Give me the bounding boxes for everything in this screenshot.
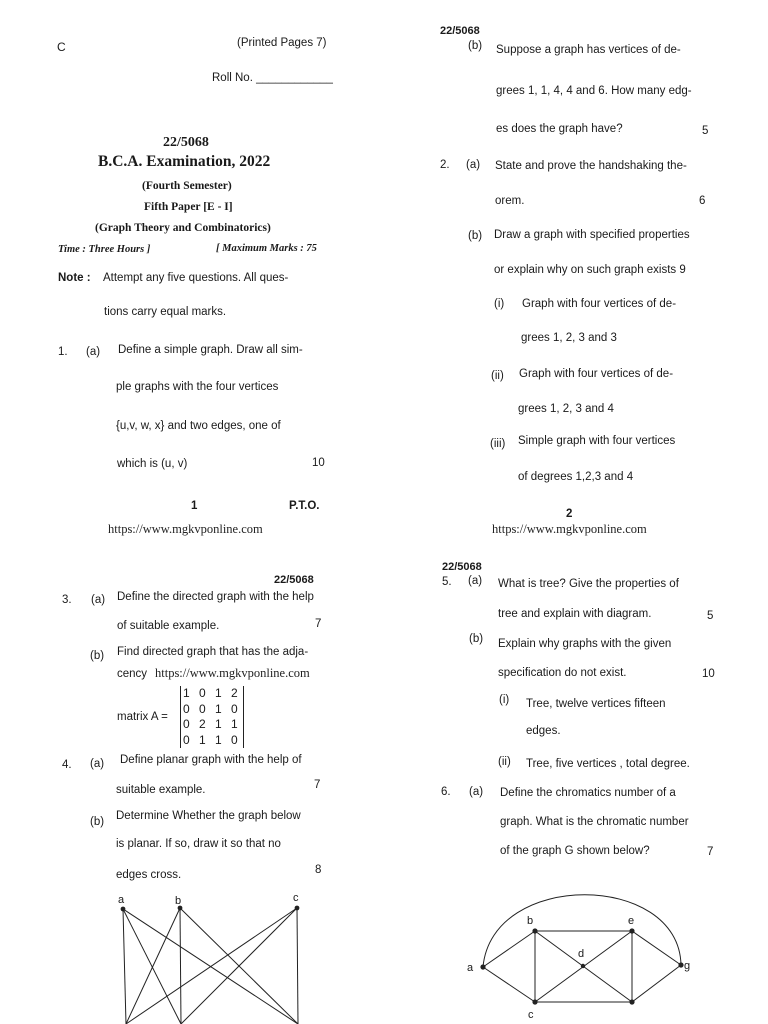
vertex-label: e — [628, 915, 635, 927]
maximum-marks: [ Maximum Marks : 75 — [216, 243, 317, 254]
question-marks: 10 — [702, 668, 715, 680]
vertex-label: a — [118, 894, 125, 906]
series-letter: C — [57, 40, 66, 54]
bipartite-graph-figure — [0, 540, 384, 1024]
question-marks: 7 — [707, 846, 714, 858]
question-text: tree and explain with diagram. — [498, 608, 652, 620]
printed-pages: (Printed Pages 7) — [237, 37, 327, 49]
question-text: cency — [117, 668, 148, 680]
question-text: orem. — [495, 195, 525, 207]
subpart-number: (i) — [494, 298, 505, 310]
subpart-number: (ii) — [498, 756, 511, 768]
question-text: ple graphs with the four vertices — [116, 381, 279, 393]
question-part: (b) — [468, 230, 483, 242]
question-text: Define planar graph with the help of — [120, 754, 302, 766]
website-url: https://www.mgkvponline.com — [108, 522, 263, 536]
question-text: Find directed graph that has the adja- — [117, 646, 309, 658]
note-label: Note : — [58, 272, 91, 284]
question-text: edges. — [526, 725, 561, 737]
question-text: which is (u, v) — [117, 458, 188, 470]
question-text: Explain why graphs with the given — [498, 638, 672, 650]
page-number: 2 — [566, 508, 573, 520]
question-number: 6. — [441, 786, 451, 798]
question-text: Determine Whether the graph below — [116, 810, 301, 822]
question-text: specification do not exist. — [498, 667, 627, 679]
exam-title: B.C.A. Examination, 2022 — [98, 153, 271, 170]
vertex-label: b — [175, 895, 182, 907]
paper-title: Fifth Paper [E - I] — [144, 201, 233, 213]
question-number: 2. — [440, 159, 450, 171]
question-text: suitable example. — [116, 784, 206, 796]
vertex-label: d — [578, 948, 585, 960]
question-marks: 7 — [314, 779, 321, 791]
note-line-1: Attempt any five questions. All ques- — [103, 272, 289, 284]
page-3 — [0, 540, 384, 1024]
page-2 — [384, 0, 768, 540]
question-marks: 7 — [315, 618, 322, 630]
question-text: grees 1, 2, 3 and 4 — [518, 403, 614, 415]
question-text: Define the directed graph with the help — [117, 591, 314, 603]
question-marks: 10 — [312, 457, 325, 469]
roll-number: Roll No. ____________ — [212, 72, 333, 84]
vertex-label: b — [527, 915, 534, 927]
exam-time: Time : Three Hours ] — [58, 244, 151, 255]
paper-code: 22/5068 — [163, 135, 209, 150]
question-part: (a) — [91, 594, 106, 606]
semester: (Fourth Semester) — [142, 180, 232, 192]
question-text: Draw a graph with specified properties — [494, 229, 690, 241]
matrix-row: 0 2 1 1 — [183, 717, 241, 731]
question-marks: 5 — [707, 610, 714, 622]
question-text: edges cross. — [116, 869, 182, 881]
question-number: 1. — [58, 346, 68, 358]
matrix-row: 0 1 1 0 — [183, 732, 241, 747]
vertex-label: c — [528, 1009, 534, 1021]
question-number: 5. — [442, 576, 452, 588]
question-text: of degrees 1,2,3 and 4 — [518, 471, 634, 483]
page-4 — [384, 540, 768, 1024]
question-text: Tree, five vertices , total degree. — [526, 758, 690, 770]
question-part: (b) — [468, 40, 483, 52]
paper-code: 22/5068 — [442, 561, 482, 573]
question-part: (b) — [90, 650, 105, 662]
website-url: https://www.mgkvponline.com — [492, 522, 647, 536]
question-text: Suppose a graph has vertices of de- — [496, 44, 681, 56]
question-text: Define a simple graph. Draw all sim- — [118, 344, 303, 356]
question-number: 3. — [62, 594, 72, 606]
pto-label: P.T.O. — [289, 500, 320, 512]
question-part: (b) — [90, 816, 105, 828]
question-marks: 6 — [699, 195, 706, 207]
question-text: Simple graph with four vertices — [518, 435, 676, 447]
vertex-label: g — [684, 960, 691, 972]
question-part: (a) — [468, 575, 483, 587]
question-text: graph. What is the chromatic number — [500, 816, 689, 828]
question-text: State and prove the handshaking the- — [495, 160, 687, 172]
question-text: of suitable example. — [117, 620, 220, 632]
note-line-2: tions carry equal marks. — [104, 306, 227, 318]
page-number: 1 — [191, 500, 198, 512]
question-text: or explain why on such graph exists 9 — [494, 264, 686, 276]
subject: (Graph Theory and Combinatorics) — [95, 222, 271, 234]
question-text: grees 1, 2, 3 and 3 — [521, 332, 617, 344]
question-text: Graph with four vertices of de- — [522, 298, 677, 310]
matrix-row: 1 0 1 2 — [183, 686, 241, 700]
question-text: grees 1, 1, 4, 4 and 6. How many edg- — [496, 85, 692, 97]
question-text: Graph with four vertices of de- — [519, 368, 674, 380]
chromatic-graph-figure — [384, 540, 768, 1024]
question-number: 4. — [62, 759, 72, 771]
question-text: Tree, twelve vertices fifteen — [526, 698, 666, 710]
paper-code: 22/5068 — [274, 574, 314, 586]
question-text: of the graph G shown below? — [500, 845, 650, 857]
website-url: https://www.mgkvponline.com — [155, 666, 310, 680]
matrix-label: matrix A = — [117, 711, 168, 723]
question-marks: 5 — [702, 125, 709, 137]
question-text: What is tree? Give the properties of — [498, 578, 679, 590]
subpart-number: (i) — [499, 694, 510, 706]
question-text: is planar. If so, draw it so that no — [116, 838, 281, 850]
paper-code: 22/5068 — [440, 25, 480, 37]
question-part: (b) — [469, 633, 484, 645]
vertex-label: a — [467, 962, 474, 974]
question-part: (a) — [90, 758, 105, 770]
page-1 — [0, 0, 384, 540]
vertex-label: c — [293, 892, 299, 904]
question-part: (a) — [466, 159, 481, 171]
question-part: (a) — [469, 786, 484, 798]
question-text: Define the chromatics number of a — [500, 787, 676, 799]
subpart-number: (ii) — [491, 370, 504, 382]
matrix-row: 0 0 1 0 — [183, 701, 241, 716]
question-marks: 8 — [315, 864, 322, 876]
question-part: (a) — [86, 346, 101, 358]
question-text: es does the graph have? — [496, 123, 623, 135]
subpart-number: (iii) — [490, 438, 506, 450]
question-text: {u,v, w, x} and two edges, one of — [116, 420, 281, 432]
